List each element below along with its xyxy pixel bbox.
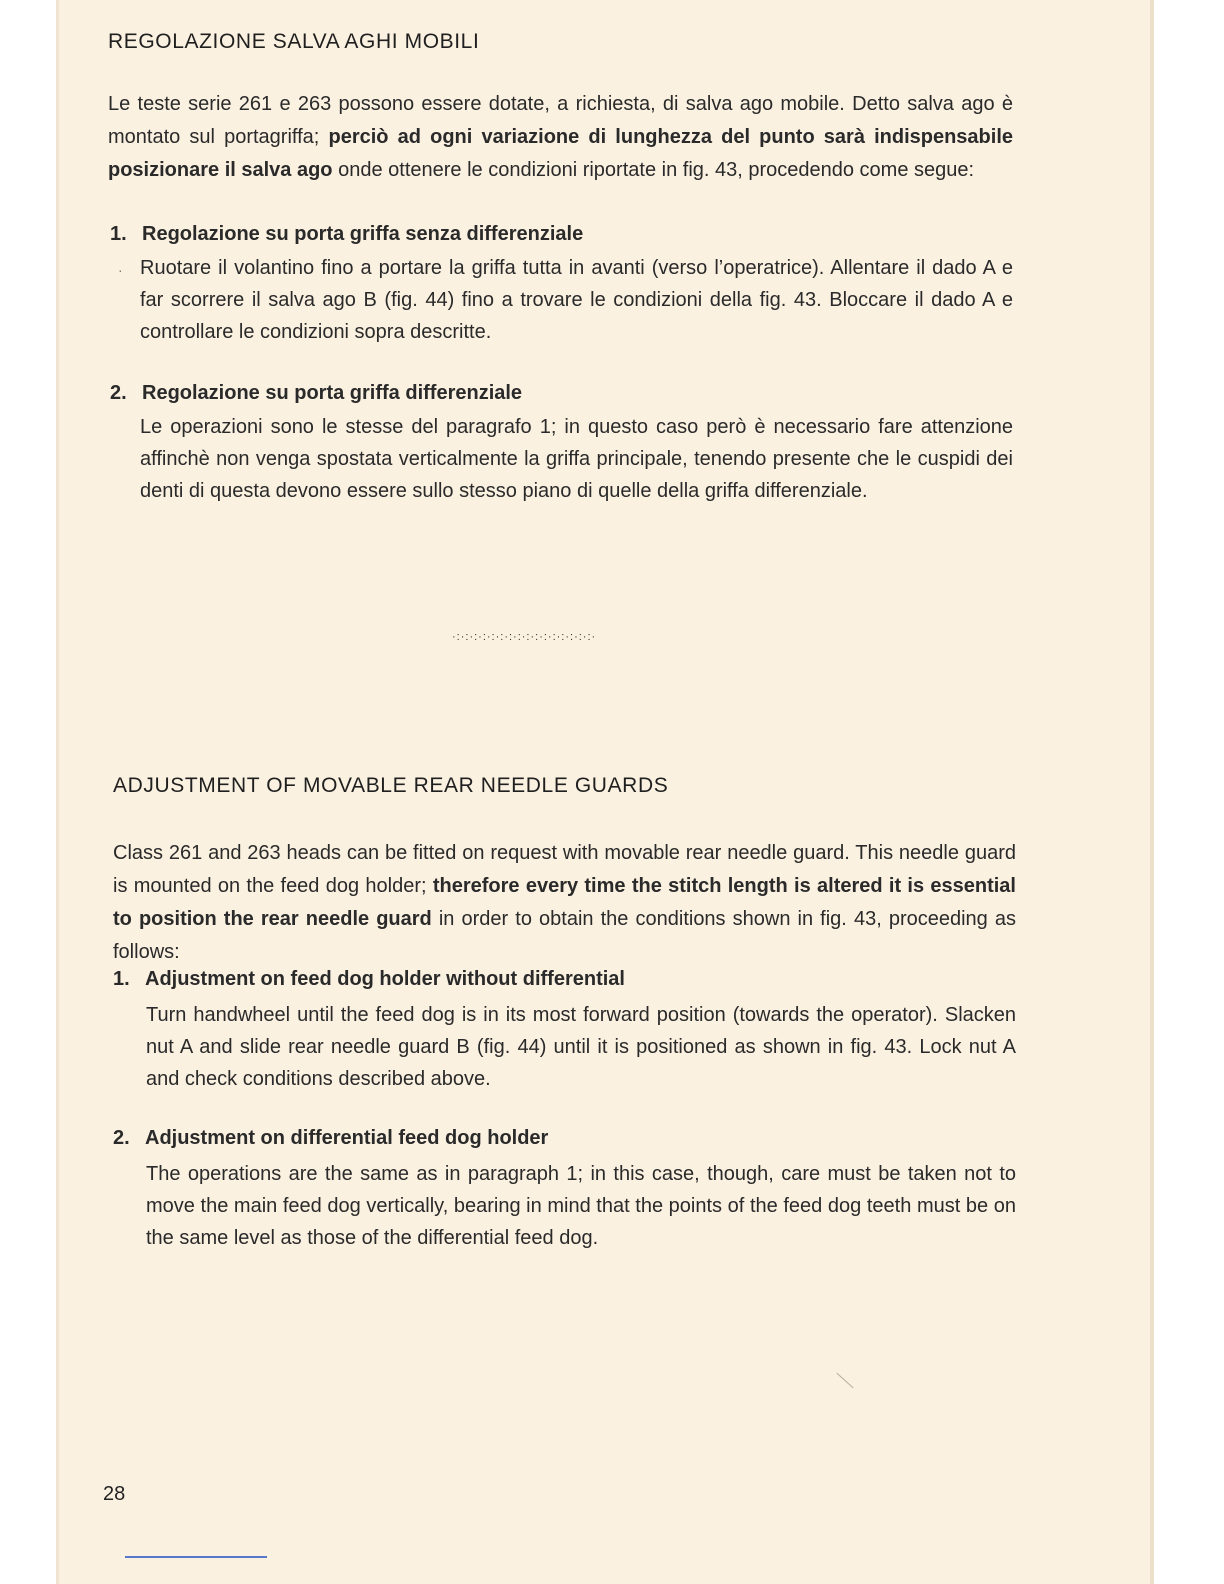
italian-intro-text-1: Le teste serie 261 e 263 possono essere dotate, a richiesta, di salva ago mobile. Detto salva ago è montato sul portagriffa; — [108, 93, 1013, 148]
italian-item-1-title — [110, 223, 583, 246]
italian-item-2-body: Le operazioni sono le stesse del paragrafo 1; in questo caso però è necessario fare attenzione affinchè non venga spostata verticalmente la griffa principale, tenendo presente che le cuspidi dei denti di questa devono essere sullo stesso piano di quelle della griffa differenziale. — [140, 416, 1013, 502]
italian-intro-paragraph — [108, 88, 1013, 187]
english-item-2-body: The operations are the same as in paragraph 1; in this case, though, care must be taken not to move the main feed dog vertically, bearing in mind that the points of the feed dog teeth must be on the same level as those of the differential feed dog. — [146, 1163, 1016, 1249]
english-intro-paragraph — [113, 837, 1016, 969]
page-edge-left — [56, 0, 59, 1584]
italian-item-2-title-text: Regolazione su porta griffa differenziale — [142, 382, 523, 404]
italian-item-1-title-text: Regolazione su porta griffa senza differenziale — [142, 223, 584, 245]
italian-item-2-title — [110, 382, 522, 405]
english-item-1-body: Turn handwheel until the feed dog is in its most forward position (towards the operator). Slacken nut A and slide rear needle guard B (fig. 44) until it is positioned as shown in fig. 43. Lock nut A and check conditions described above. — [146, 1004, 1016, 1090]
stray-dot-mark: · — [118, 262, 123, 278]
italian-item-1-number: 1. — [110, 223, 127, 245]
section-divider-ornament: ·:·:·:·:·:·:·:·:·:·:·:·:·:·:·:·:· — [452, 631, 597, 643]
italian-intro-text-2: onde ottenere le condizioni riportate in fig. 43, procedendo come segue: — [332, 159, 975, 181]
english-item-1-title-text: Adjustment on feed dog holder without differential — [145, 968, 625, 990]
page-edge-right — [1150, 0, 1154, 1584]
italian-intro-bold: perciò ad ogni variazione di lunghezza del punto sarà indispensabile posizionare il salva ago — [108, 126, 1014, 181]
italian-item-1-body: Ruotare il volantino fino a portare la griffa tutta in avanti (verso l’operatrice). Allentare il dado A e far scorrere il salva ago B (fig. 44) fino a trovare le condizioni della fig. 43. Bloccare il dado A e controllare le condizioni sopra descritte. — [140, 257, 1013, 343]
english-item-2-title — [113, 1127, 548, 1150]
english-item-1-title — [113, 968, 625, 991]
link-underline-mark — [125, 1556, 267, 1558]
english-intro-text-2: in order to obtain the conditions shown in fig. 43, proceeding as follows: — [113, 908, 1016, 963]
english-intro-text-1: Class 261 and 263 heads can be fitted on request with movable rear needle guard. This needle guard is mounted on the feed dog holder; — [113, 842, 1016, 897]
italian-heading: REGOLAZIONE SALVA AGHI MOBILI — [108, 30, 480, 53]
italian-item-2-number: 2. — [110, 382, 127, 404]
english-item-1-number: 1. — [113, 968, 130, 990]
english-heading: ADJUSTMENT OF MOVABLE REAR NEEDLE GUARDS — [113, 774, 669, 797]
page-number: 28 — [103, 1483, 126, 1505]
english-item-2-title-text: Adjustment on differential feed dog holder — [145, 1127, 549, 1149]
english-intro-bold: therefore every time the stitch length is altered it is essential to position the rear needle guard — [113, 875, 1016, 930]
english-item-2-number: 2. — [113, 1127, 130, 1149]
